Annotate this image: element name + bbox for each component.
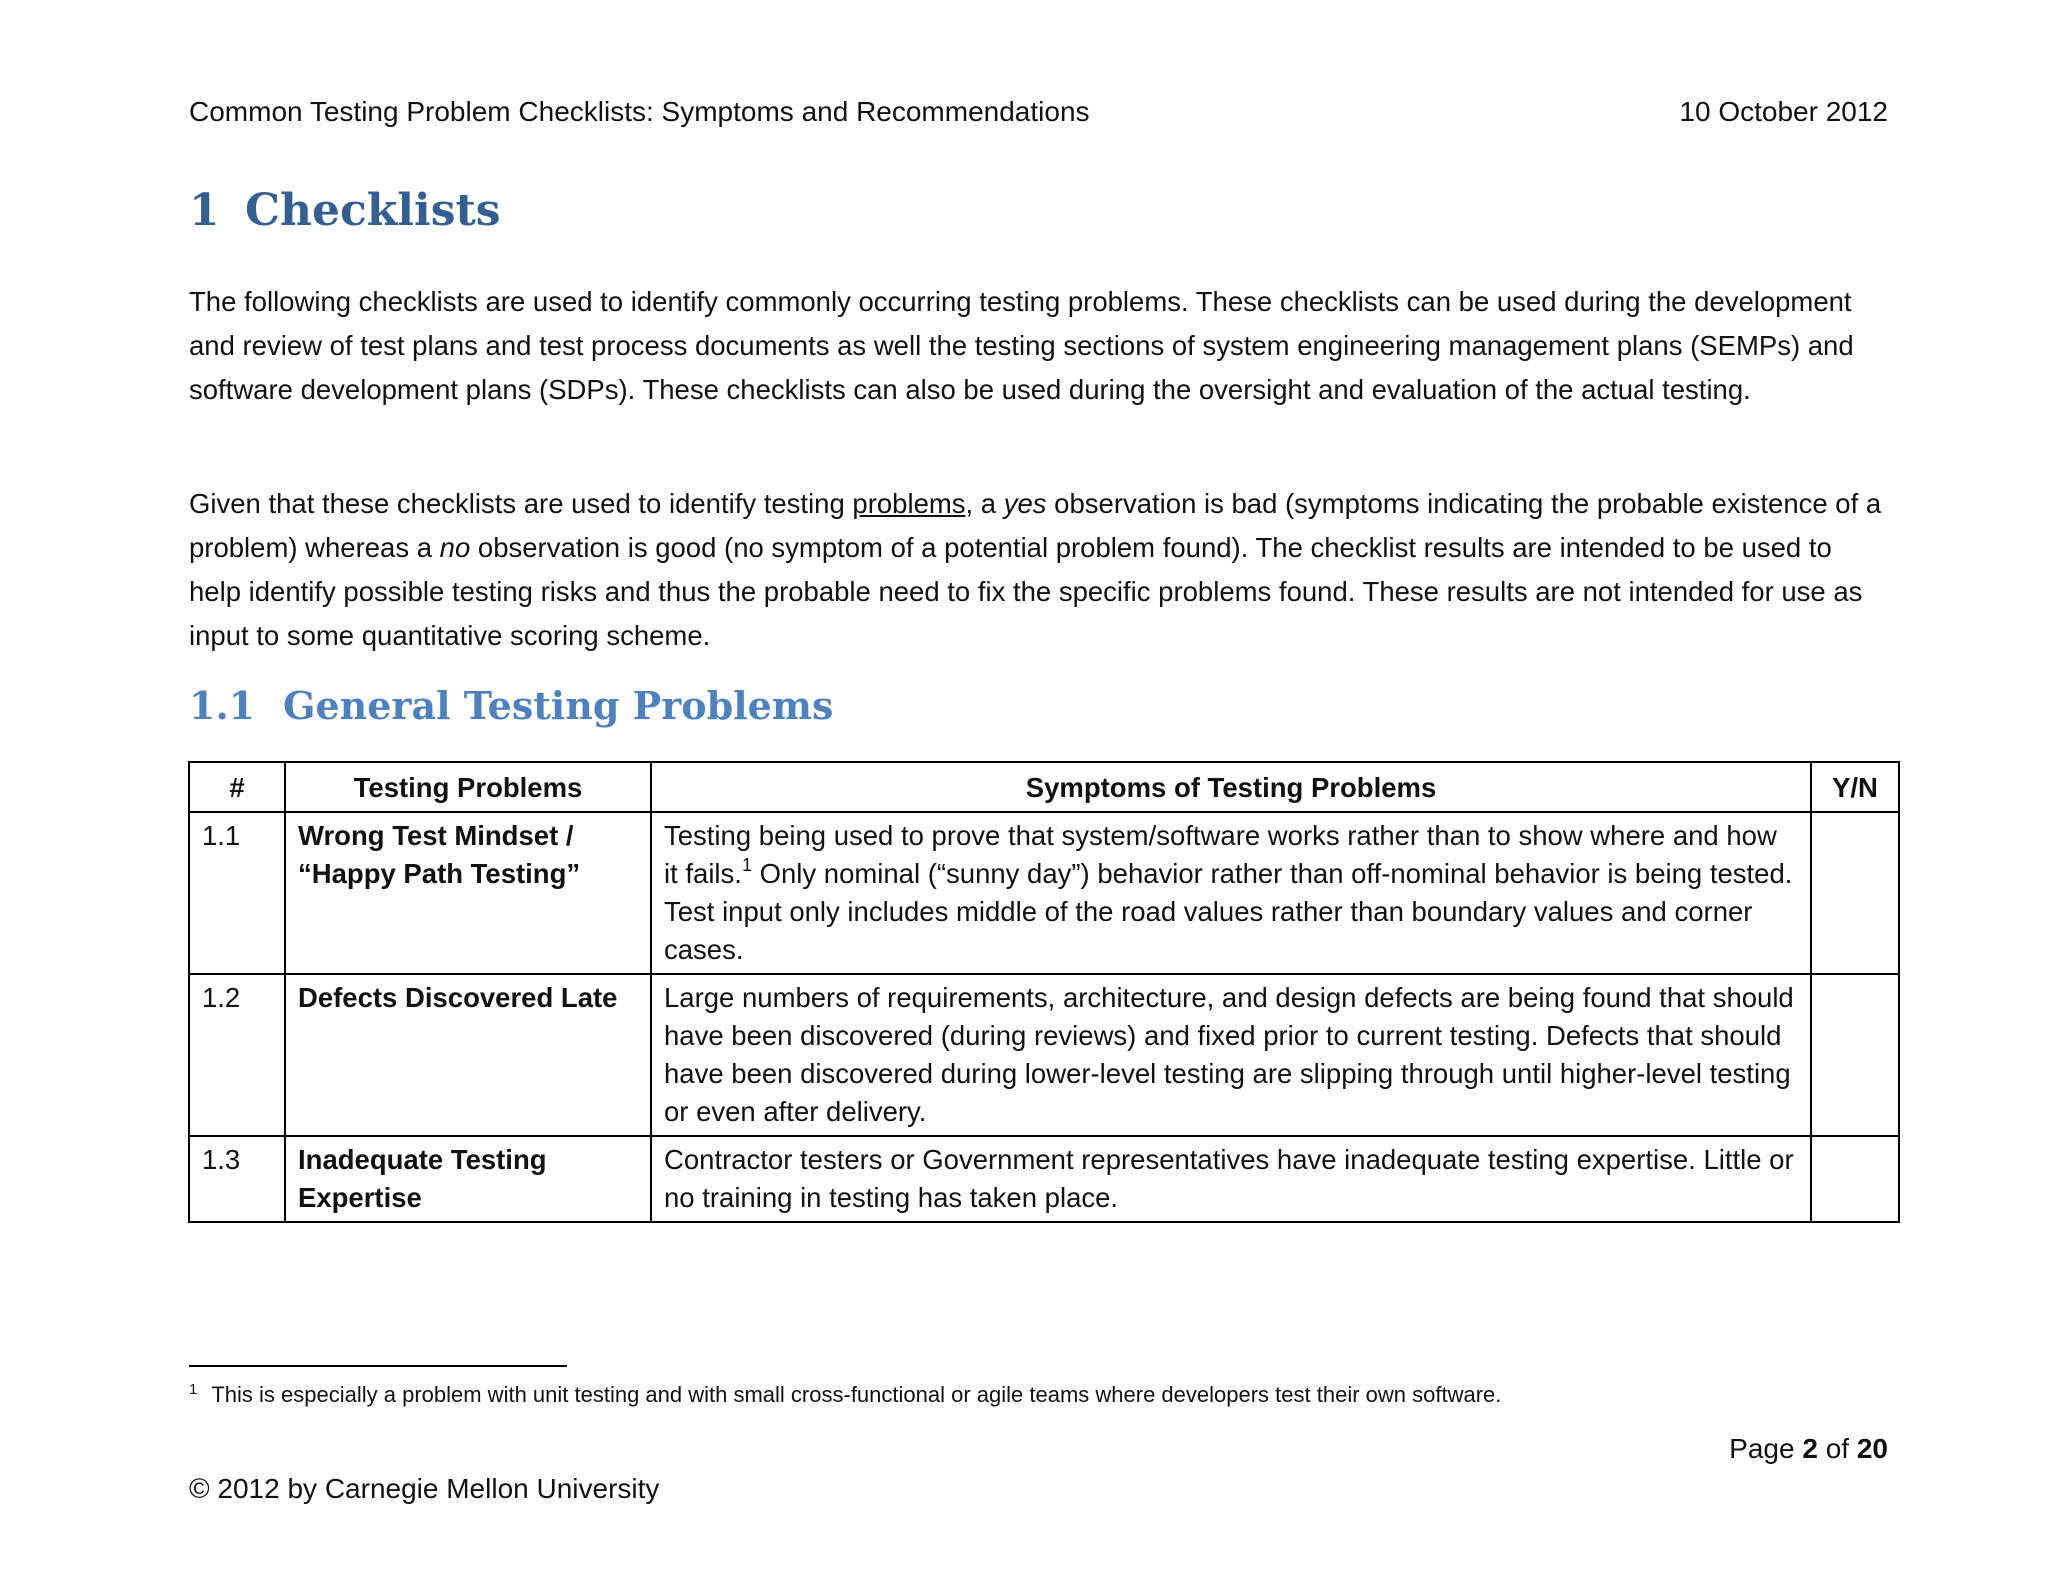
page-number	[1729, 1433, 1888, 1465]
symptoms-text: Large numbers of requirements, architecture, and design defects are being found that should have been discovered (during reviews) and fixed prior to current testing. Defects that should have been discovered during lower-level testing are slipping through until higher-level testing or even after delivery.	[664, 982, 1794, 1127]
problem-line: “Happy Path Testing”	[298, 858, 581, 889]
header-symptoms: Symptoms of Testing Problems	[651, 762, 1811, 812]
page-of: of	[1817, 1433, 1857, 1464]
usage-text-3: observation is bad (symptoms indicating the probable existence of a problem) whereas a	[189, 488, 1882, 563]
subsection-heading	[189, 683, 833, 728]
copyright-notice: © 2012 by Carnegie Mellon University	[189, 1473, 660, 1504]
table-row	[189, 1136, 1899, 1222]
header-problem: Testing Problems	[285, 762, 651, 812]
subsection-number: 1.1	[189, 683, 256, 728]
footnote-text: This is especially a problem with unit testing and with small cross-functional or agile teams where developers test their own software.	[211, 1382, 1502, 1407]
row-problem	[285, 1136, 651, 1222]
usage-text-2: , a	[965, 488, 1004, 519]
header-title: Common Testing Problem Checklists: Symptoms and Recommendations	[189, 96, 1090, 127]
header-date: 10 October 2012	[1679, 96, 1888, 127]
table-header-row	[189, 762, 1899, 812]
page-total: 20	[1856, 1433, 1888, 1464]
usage-paragraph	[189, 482, 1889, 658]
table-row	[189, 812, 1899, 974]
page-label: Page	[1729, 1433, 1803, 1464]
footnote-reference[interactable]: 1	[741, 854, 752, 875]
intro-paragraph: The following checklists are used to identify commonly occurring testing problems. These checklists can be used during the development and review of test plans and test process documents as well the testing sections of system engineering management plans (SEMPs) and software development plans (SDPs). These checklists can also be used during the oversight and evaluation of the actual testing.	[189, 286, 1854, 405]
row-number: 1.1	[189, 812, 285, 974]
section-number: 1	[189, 185, 220, 236]
usage-underlined-word: problems	[852, 488, 966, 519]
usage-yes-word: yes	[1003, 488, 1047, 519]
page-current: 2	[1802, 1433, 1818, 1464]
footnote-separator	[189, 1365, 567, 1367]
symptoms-text: Contractor testers or Government representatives have inadequate testing expertise. Little or no training in testing has taken place.	[664, 1144, 1794, 1213]
problem-line: Defects Discovered Late	[298, 982, 618, 1013]
section-title: Checklists	[245, 185, 501, 236]
footnote	[189, 1380, 1501, 1410]
usage-no-word: no	[439, 532, 471, 563]
row-yn-cell	[1811, 1136, 1899, 1222]
row-yn-cell	[1811, 974, 1899, 1136]
subsection-title: General Testing Problems	[283, 683, 834, 728]
row-number: 1.3	[189, 1136, 285, 1222]
header-yn: Y/N	[1811, 762, 1899, 812]
table-row	[189, 974, 1899, 1136]
row-symptoms	[651, 1136, 1811, 1222]
usage-text-1: Given that these checklists are used to identify testing	[189, 488, 853, 519]
running-header	[189, 96, 1888, 128]
problem-line: Wrong Test Mindset /	[298, 820, 574, 851]
row-problem	[285, 974, 651, 1136]
problem-line: Expertise	[298, 1182, 422, 1213]
header-num: #	[189, 762, 285, 812]
symptoms-text: Only nominal (“sunny day”) behavior rather than off-nominal behavior is being tested. Test input only includes middle of the road values rather than boundary values and corner cases.	[664, 858, 1793, 965]
row-symptoms	[651, 812, 1811, 974]
row-symptoms	[651, 974, 1811, 1136]
usage-text-4: observation is good (no symptom of a potential problem found). The checklist results are intended to be used to help identify possible testing risks and thus the probable need to fix the specific problems found. These results are not intended for use as input to some quantitative scoring scheme.	[189, 532, 1863, 651]
section-heading	[189, 185, 501, 236]
row-yn-cell	[1811, 812, 1899, 974]
problems-table	[188, 761, 1900, 1223]
row-number: 1.2	[189, 974, 285, 1136]
row-problem	[285, 812, 651, 974]
symptoms-text: Testing being used to prove that system/software works rather than to show where and how it fails.	[664, 820, 1777, 889]
footnote-mark: 1	[189, 1380, 198, 1398]
problem-line: Inadequate Testing	[298, 1144, 547, 1175]
